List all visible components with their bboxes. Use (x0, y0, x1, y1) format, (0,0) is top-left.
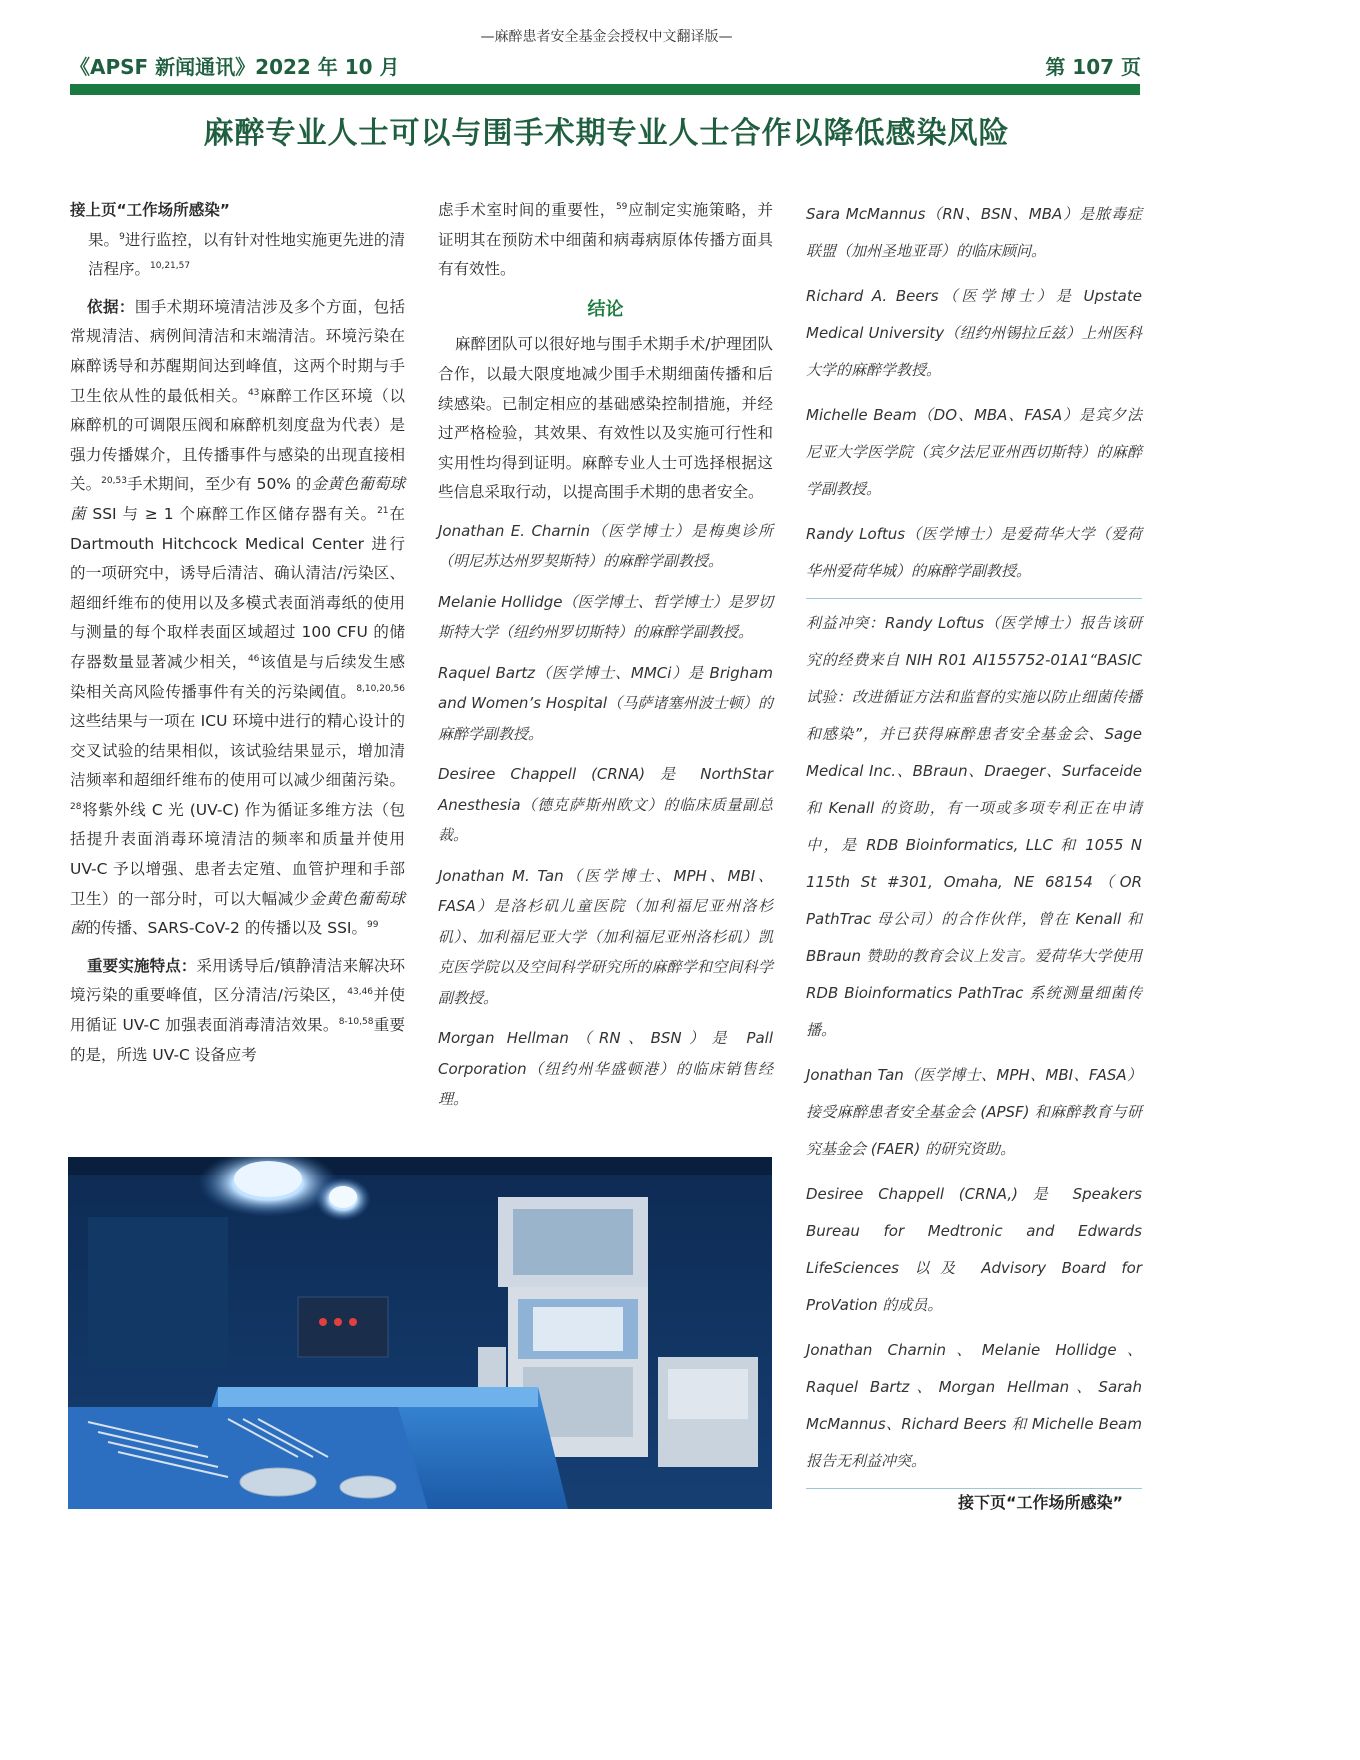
author-bio: Jonathan M. Tan（医学博士、MPH、MBI、FASA）是洛杉矶儿童医院（加利福尼亚州洛杉矶）、加利福尼亚大学（加利福尼亚州洛杉矶）凯克医学院以及空间科学研究所的麻醉学和空间科学副教授。 (438, 866, 773, 1007)
column-1 (70, 196, 405, 1078)
paragraph: 依据：围手术期环境清洁涉及多个方面，包括常规清洁、病例间清洁和末端清洁。环境污染在麻醉诱导和苏醒期间达到峰值，这两个时期与手卫生依从性的最低相关。$^{43}$麻醉工作区环境（以麻醉机的可调限压阀和麻醉机刻度盘为代表）是强力传播媒介，且传播事件与感染的出现直接相关。$^{20,53}$手术期间，至少有 50% 的金黄色葡萄球菌 SSI 与 ≥ 1 个麻醉工作区储存器有关。$^{21}$在 Dartmouth Hitchcock Medical Center 进行的一项研究中，诱导后清洁、确认清洁/污染区、超细纤维布的使用以及多模式表面消毒纸的使用与测量的每个取样表面区域超过 100 CFU 的储存器数量显著减少相关，$^{46}$该值是与后续发生感染相关高风险传播事件有关的污染阈值。$^{8,10,20,56}$这些结果与一项在 ICU 环境中进行的精心设计的交叉试验的结果相似，该试验结果显示，增加清洁频率和超细纤维布的使用可以减少细菌污染。$^{28}$将紫外线 C 光 (UV-C) 作为循证多维方法（包括提升表面消毒环境清洁的频率和质量并使用 UV-C 予以增强、患者去定殖、血管护理和手部卫生）的一部分时，可以大幅减少金黄色葡萄球菌的传播、SARS-CoV-2 的传播以及 SSI。$^{99}$ (70, 297, 405, 938)
author-bio: Melanie Hollidge（医学博士、哲学博士）是罗切斯特大学（纽约州罗切斯特）的麻醉学副教授。 (438, 592, 773, 642)
paragraph: 果。$^9$进行监控，以有针对性地实施更先进的清洁程序。$^{10,21,57}$ (88, 230, 405, 279)
column-2 (438, 196, 773, 1125)
author-bio: Richard A. Beers（医学博士）是 Upstate Medical University（纽约州锡拉丘兹）上州医科大学的麻醉学教授。 (806, 287, 1142, 379)
disclosure: Jonathan Tan（医学博士、MPH、MBI、FASA）接受麻醉患者安全基金会 (APSF) 和麻醉教育与研究基金会 (FAER) 的研究资助。 (806, 1066, 1142, 1158)
continued-on-next-page: 接下页“工作场所感染” (957, 1493, 1123, 1512)
translation-note: —麻醉患者安全基金会授权中文翻译版— (480, 29, 733, 45)
divider (806, 1488, 1142, 1489)
author-bio: Sara McMannus（RN、BSN、MBA）是脓毒症联盟（加州圣地亚哥）的临床顾问。 (806, 205, 1142, 260)
column-3 (806, 196, 1142, 1495)
author-bio: Raquel Bartz（医学博士、MMCi）是 Brigham and Women’s Hospital（马萨诸塞州波士顿）的麻醉学副教授。 (438, 663, 773, 743)
header-rule (70, 84, 1140, 95)
author-bio: Morgan Hellman（RN、BSN）是 Pall Corporation（纽约州华盛顿港）的临床销售经理。 (438, 1029, 773, 1109)
author-bio: Michelle Beam（DO、MBA、FASA）是宾夕法尼亚大学医学院（宾夕法尼亚州西切斯特）的麻醉学副教授。 (806, 406, 1142, 498)
paragraph: 虑手术室时间的重要性，$^{59}$应制定实施策略，并证明其在预防术中细菌和病毒病原体传播方面具有有效性。 (438, 201, 773, 279)
disclosure: Jonathan Charnin、Melanie Hollidge、Raquel Bartz、Morgan Hellman、Sarah McMannus、Richard Beers 和 Michelle Beam 报告无利益冲突。 (806, 1341, 1142, 1470)
publication-name: 《APSF 新闻通讯》2022 年 10 月 (70, 55, 400, 79)
paragraph: 麻醉团队可以很好地与围手术期手术/护理团队合作，以最大限度地减少围手术期细菌传播和后续感染。已制定相应的基础感染控制措施，并经过严格检验，其效果、有效性以及实施可行性和实用性均得到证明。麻醉专业人士可选择根据这些信息采取行动，以提高围手术期的患者安全。 (438, 335, 773, 502)
disclosure: 利益冲突：Randy Loftus（医学博士）报告该研究的经费来自 NIH R01 AI155752-01A1“BASIC 试验：改进循证方法和监督的实施以防止细菌传播和感染”，并已获得麻醉患者安全基金会、Sage Medical Inc.、BBraun、Draeger、Surfaceide 和 Kenall 的资助，有一项或多项专利正在申请中，是 RDB Bioinformatics, LLC 和 1055 N 115th St #301, Omaha, NE 68154（OR PathTrac 母公司）的合作伙伴，曾在 Kenall 和 BBraun 赞助的教育会议上发言。爱荷华大学使用 RDB Bioinformatics PathTrac 系统测量细菌传播。 (806, 614, 1142, 1039)
section-heading: 结论 (587, 298, 624, 320)
author-bio: Jonathan E. Charnin（医学博士）是梅奥诊所（明尼苏达州罗契斯特）的麻醉学副教授。 (438, 521, 773, 571)
page-number: 第 107 页 (1045, 55, 1141, 79)
paragraph: 重要实施特点：采用诱导后/镇静清洁来解决环境污染的重要峰值，区分清洁/污染区，$^{43,46}$并使用循证 UV-C 加强表面消毒清洁效果。$^{8-10,58}$重要的是，所选 UV-C 设备应考 (70, 956, 405, 1064)
operating-room-photo (68, 1157, 772, 1509)
divider (806, 598, 1142, 599)
continued-from-heading: 接上页“工作场所感染” (70, 201, 230, 219)
author-bio: Desiree Chappell (CRNA) 是 NorthStar Anesthesia（德克萨斯州欧文）的临床质量副总裁。 (438, 765, 773, 845)
author-bio: Randy Loftus（医学博士）是爱荷华大学（爱荷华州爱荷华城）的麻醉学副教授。 (806, 525, 1142, 580)
article-title: 麻醉专业人士可以与围手术期专业人士合作以降低感染风险 (203, 116, 1010, 151)
disclosure: Desiree Chappell (CRNA,) 是 Speakers Bureau for Medtronic and Edwards LifeSciences 以及 Advisory Board for ProVation 的成员。 (806, 1185, 1142, 1314)
